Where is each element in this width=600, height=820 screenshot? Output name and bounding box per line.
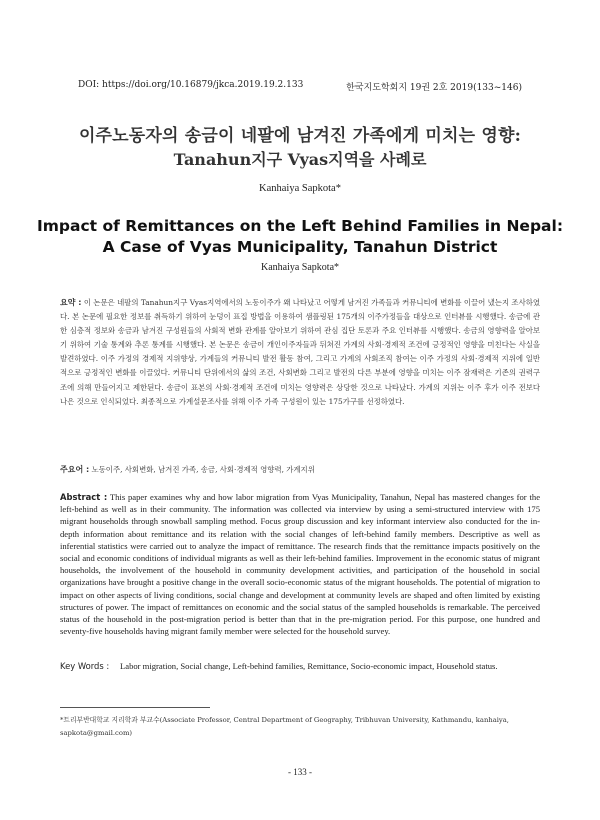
korean-title — [40, 124, 560, 172]
english-author: Kanhaiya Sapkota* — [260, 262, 340, 273]
english-abstract — [60, 491, 540, 637]
korean-keywords — [60, 463, 540, 476]
korean-keywords-text: 노동이주, 사회변화, 남겨진 가족, 송금, 사회·경제적 영향력, 가계지위 — [91, 465, 315, 474]
korean-abstract-label: 요약 : — [60, 298, 82, 307]
english-abstract-text: This paper examines why and how labor migration from Vyas Municipality, Tanahun, Nepal has mastered changes for the left-behind as well as in their community. The information was collected via interview by using a semi-structured interview with 175 migrant households through snowball sampling method. Focus group discussion and key informant interview also conducted for the in-depth information about remittance and its relation with the social changes of left-behind family members. Descriptive as well as inferential statistics were carried out to analyze the impact of remittance. The research finds that the remittance impacts positively on the social and economic conditions of individual migrants as well as their left-behind families. Improvement in the economic status of migrant households, the involvement of the household in community development activities, and participation of the household in social organizations have brought a positive change in the overall socio-economic status of the migrant households. The potential of migration to impact on other aspects of living conditions, social change and development at community levels are shaped and often limited by existing structures of power. The impact of remittances on economic and the social status of the sampled households is remarkable. The perceived status of the household in the post-migration period is better than that in the pre-migration period. For this purpose, one hundred and seventy-five households having migrant family member were selected for the household survey. — [60, 492, 541, 637]
running-header — [78, 80, 522, 94]
english-title — [30, 216, 570, 258]
korean-title-line2: Tanahun지구 Vyas지역을 사례로 — [173, 150, 427, 169]
author-footnote — [60, 714, 540, 739]
english-keywords-text: Labor migration, Social change, Left-behind families, Remittance, Socio-economic impact, Household status. — [120, 661, 498, 671]
english-abstract-label: Abstract : — [60, 492, 108, 502]
english-title-line2: A Case of Vyas Municipality, Tanahun District — [102, 238, 498, 256]
page-number: - 133 - — [288, 767, 312, 777]
korean-abstract — [60, 296, 540, 409]
footnote-divider — [60, 707, 210, 708]
korean-title-line1: 이주노동자의 송금이 네팔에 남겨진 가족에게 미치는 영향: — [78, 126, 522, 146]
footnote-line2: sapkota@gmail.com) — [60, 728, 133, 737]
journal-citation: 한국지도학회지 19권 2호 2019(133~146) — [346, 83, 522, 93]
english-title-line1: Impact of Remittances on the Left Behind Families in Nepal: — [36, 217, 564, 235]
footnote-line1: *트리부반대학교 지리학과 부교수(Associate Professor, Central Department of Geography, Tribhuvan University, Kathmandu, kanhaiya, — [60, 716, 509, 724]
doi-link[interactable]: DOI: https://doi.org/10.16879/jkca.2019.19.2.133 — [78, 80, 304, 90]
korean-author: Kanhaiya Sapkota* — [259, 183, 341, 194]
english-keywords — [60, 660, 540, 672]
korean-abstract-text: 이 논문은 네팔의 Tanahun지구 Vyas지역에서의 노동이주가 왜 나타났고 어떻게 남겨진 가족들과 커뮤니티에 변화를 이끌어 냈는지 조사하였다. 본 논문에 필요한 정보를 취득하기 위하여 눈덩이 표집 방법을 이용하여 샘플링된 175개의 이주가정들을 대상으로 인터뷰를 시행했다. 송금에 관한 심층적 정보와 송금과 남겨진 구성원들의 사회적 변화 관계를 알아보기 위하여 관심 집단 토론과 주요 인터뷰를 시행했다. 송금의 영향력을 알아보기 위하여 기술 통계와 추론 통계를 시행했다. 본 논문은 송금이 개인이주자들과 뒤쳐진 가계의 사회·경제적 조건에 긍정적인 영향을 미친다는 사실을 발견하였다. 이주 가정의 경제적 지위향상, 가계들의 커뮤니티 발전 활동 참여, 그리고 가계의 사회조직 참여는 이주 가정의 사회·경제적 지위에 일반적으로 긍정적인 변화를 이끌었다. 커뮤니티 단위에서의 삶의 조건, 사회변화 그리고 발전의 다른 부분에 영향을 미치는 이주 잠재력은 기존의 권력구조에 의해 만들어지고 제한된다. 송금이 표본의 사회·경제적 조건에 미치는 영향력은 상당한 것으로 나타났다. 가계의 지위는 이주 후가 이주 전보다 나은 것으로 인식되었다. 최종적으로 가계설문조사를 위해 이주 가족 구성원이 있는 175가구를 선정하였다. — [60, 298, 540, 406]
english-keywords-label: Key Words : — [60, 661, 110, 671]
korean-keywords-label: 주요어 : — [60, 465, 90, 474]
